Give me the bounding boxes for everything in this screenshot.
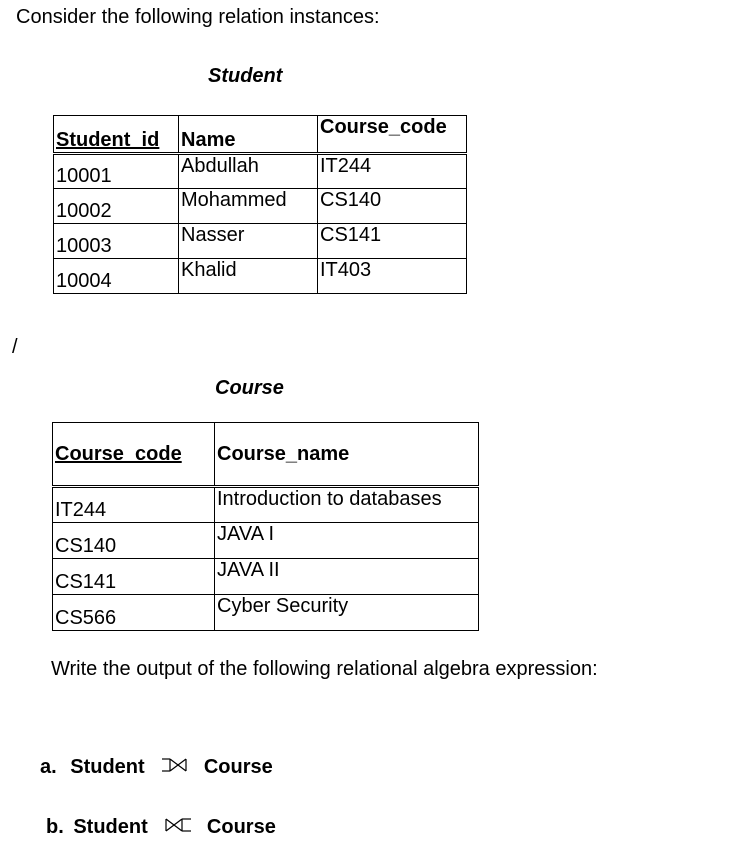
table-cell: IT244	[318, 154, 467, 189]
question-label: b.	[46, 816, 64, 838]
header-course-code: Course_code	[318, 116, 467, 154]
header-course-name: Course_name	[215, 423, 479, 487]
course-caption: Course	[215, 377, 284, 399]
question-left-relation: Student	[70, 756, 145, 778]
table-row	[53, 523, 479, 559]
table-row	[53, 595, 479, 631]
table-cell: CS566	[53, 595, 215, 631]
table-cell: 10003	[54, 224, 179, 259]
header-student-id: Student_id	[54, 116, 179, 154]
table-header-row	[54, 116, 467, 154]
course-table	[52, 422, 479, 631]
question-right-relation: Course	[206, 816, 276, 838]
table-cell: CS141	[318, 224, 467, 259]
left-outer-join-icon	[163, 816, 193, 839]
table-cell: 10001	[54, 154, 179, 189]
student-caption: Student	[208, 65, 283, 87]
table-row	[54, 259, 467, 294]
table-cell: 10004	[54, 259, 179, 294]
table-cell: IT403	[318, 259, 467, 294]
student-table	[53, 115, 467, 294]
table-header-row	[53, 423, 479, 487]
table-cell: Introduction to databases	[215, 487, 479, 523]
question-a	[40, 756, 273, 779]
table-cell: CS140	[53, 523, 215, 559]
table-row	[53, 559, 479, 595]
table-cell: CS141	[53, 559, 215, 595]
instruction-text: Write the output of the following relational algebra expression:	[51, 658, 598, 680]
table-cell: CS140	[318, 189, 467, 224]
table-cell: Mohammed	[179, 189, 318, 224]
right-outer-join-icon	[160, 756, 190, 779]
table-row	[53, 487, 479, 523]
table-cell: JAVA II	[215, 559, 479, 595]
table-cell: Cyber Security	[215, 595, 479, 631]
question-b	[46, 816, 276, 839]
table-cell: Abdullah	[179, 154, 318, 189]
table-cell: JAVA I	[215, 523, 479, 559]
stray-slash: /	[12, 336, 18, 358]
question-right-relation: Course	[203, 756, 273, 778]
table-cell: Khalid	[179, 259, 318, 294]
header-name: Name	[179, 116, 318, 154]
table-cell: 10002	[54, 189, 179, 224]
table-row	[54, 224, 467, 259]
table-row	[54, 154, 467, 189]
question-left-relation: Student	[73, 816, 148, 838]
header-course-code: Course_code	[53, 423, 215, 487]
intro-text: Consider the following relation instances:	[16, 6, 380, 28]
table-cell: Nasser	[179, 224, 318, 259]
table-cell: IT244	[53, 487, 215, 523]
question-label: a.	[40, 756, 57, 778]
table-row	[54, 189, 467, 224]
